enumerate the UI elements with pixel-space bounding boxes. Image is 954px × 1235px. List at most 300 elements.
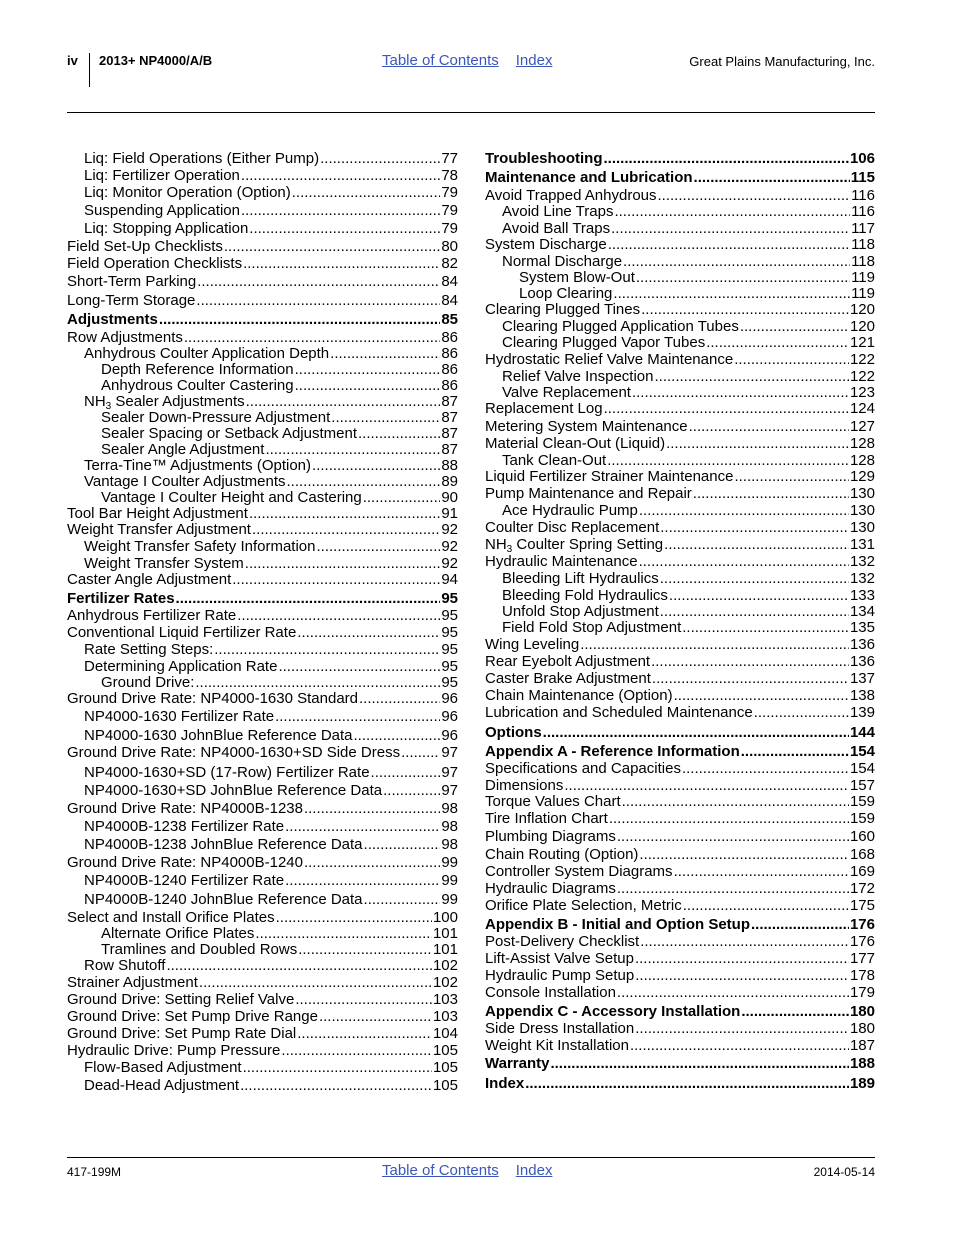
toc-entry[interactable] bbox=[67, 329, 458, 346]
toc-entry[interactable] bbox=[67, 641, 458, 658]
toc-dot-leader bbox=[246, 393, 441, 410]
toc-dot-leader bbox=[630, 1037, 849, 1054]
toc-entry[interactable] bbox=[67, 891, 458, 908]
footer-toc-link[interactable]: Table of Contents bbox=[382, 1162, 499, 1179]
toc-entry[interactable] bbox=[485, 150, 875, 167]
toc-entry[interactable] bbox=[67, 624, 458, 641]
toc-entry[interactable] bbox=[67, 184, 458, 201]
toc-entry[interactable] bbox=[67, 607, 458, 624]
toc-dot-leader bbox=[330, 345, 440, 362]
toc-entry-title: Relief Valve Inspection bbox=[502, 368, 654, 385]
toc-entry-page: 105 bbox=[432, 1042, 458, 1059]
toc-entry[interactable] bbox=[485, 253, 875, 270]
toc-entry-page: 106 bbox=[849, 150, 875, 167]
toc-entry-title: Material Clean-Out (Liquid) bbox=[485, 435, 666, 452]
toc-entry[interactable] bbox=[485, 950, 875, 967]
toc-dot-leader bbox=[364, 836, 441, 853]
toc-dot-leader bbox=[639, 502, 849, 519]
toc-dot-leader bbox=[241, 202, 440, 219]
toc-entry[interactable] bbox=[485, 777, 875, 794]
toc-entry[interactable] bbox=[67, 555, 458, 572]
toc-entry[interactable] bbox=[485, 863, 875, 880]
toc-entry-title: Ground Drive: bbox=[101, 674, 195, 691]
toc-dot-leader bbox=[275, 708, 440, 725]
toc-entry-title: Field Set-Up Checklists bbox=[67, 238, 223, 255]
toc-dot-leader bbox=[312, 457, 440, 474]
toc-dot-leader bbox=[243, 1059, 432, 1076]
toc-entry-page: 154 bbox=[849, 743, 875, 760]
toc-dot-leader bbox=[359, 690, 440, 707]
toc-entry-page: 105 bbox=[432, 1059, 458, 1076]
toc-entry-page: 86 bbox=[441, 377, 458, 394]
toc-entry[interactable] bbox=[485, 846, 875, 863]
toc-entry[interactable] bbox=[485, 933, 875, 950]
toc-dot-leader bbox=[243, 255, 440, 272]
page-number-label: iv bbox=[67, 53, 78, 68]
toc-entry-title: Hydraulic Diagrams bbox=[485, 880, 616, 897]
toc-entry-title: Vantage I Coulter Height and Castering bbox=[101, 489, 362, 506]
toc-entry[interactable] bbox=[485, 704, 875, 721]
toc-entry[interactable] bbox=[67, 473, 458, 490]
toc-dot-leader bbox=[694, 169, 850, 186]
toc-entry-title: Valve Replacement bbox=[502, 384, 631, 401]
toc-dot-leader bbox=[401, 744, 440, 761]
toc-entry-title: Terra-Tine™ Adjustments (Option) bbox=[84, 457, 312, 474]
toc-entry[interactable] bbox=[485, 670, 875, 687]
toc-dot-leader bbox=[295, 377, 441, 394]
toc-dot-leader bbox=[214, 641, 440, 658]
toc-entry-page: 178 bbox=[849, 967, 875, 984]
toc-entry[interactable] bbox=[67, 425, 458, 442]
toc-entry[interactable] bbox=[67, 658, 458, 675]
toc-entry-page: 132 bbox=[849, 570, 875, 587]
toc-entry-title: Long-Term Storage bbox=[67, 292, 196, 309]
toc-entry-page: 95 bbox=[441, 658, 458, 675]
toc-entry[interactable] bbox=[485, 603, 875, 620]
toc-entry-title: Chain Maintenance (Option) bbox=[485, 687, 673, 704]
toc-entry[interactable] bbox=[67, 974, 458, 991]
toc-entry-title: Normal Discharge bbox=[502, 253, 623, 270]
toc-entry[interactable] bbox=[485, 169, 875, 186]
footer-index-link[interactable]: Index bbox=[515, 1162, 553, 1179]
toc-entry-page: 96 bbox=[441, 727, 458, 744]
toc-entry-page: 79 bbox=[441, 184, 458, 201]
toc-dot-leader bbox=[358, 425, 440, 442]
toc-dot-leader bbox=[364, 891, 441, 908]
toc-entry-page: 96 bbox=[441, 708, 458, 725]
toc-entry-page: 136 bbox=[849, 653, 875, 670]
toc-dot-leader bbox=[683, 897, 849, 914]
toc-entry[interactable] bbox=[67, 800, 458, 817]
toc-entry[interactable] bbox=[485, 318, 875, 335]
toc-entry-title: Rear Eyebolt Adjustment bbox=[485, 653, 651, 670]
toc-entry-page: 157 bbox=[849, 777, 875, 794]
toc-entry-page: 86 bbox=[441, 361, 458, 378]
toc-entry-title: Unfold Stop Adjustment bbox=[502, 603, 659, 620]
toc-entry[interactable] bbox=[67, 690, 458, 707]
toc-entry[interactable] bbox=[67, 744, 458, 761]
toc-entry[interactable] bbox=[485, 810, 875, 827]
toc-entry-page: 87 bbox=[441, 425, 458, 442]
toc-entry[interactable] bbox=[67, 220, 458, 237]
toc-entry[interactable] bbox=[485, 687, 875, 704]
toc-dot-leader bbox=[608, 236, 850, 253]
toc-dot-leader bbox=[543, 724, 849, 741]
toc-dot-leader bbox=[693, 485, 849, 502]
toc-entry-page: 98 bbox=[441, 800, 458, 817]
footer-nav bbox=[382, 1162, 552, 1179]
toc-entry[interactable] bbox=[485, 452, 875, 469]
toc-entry[interactable] bbox=[67, 708, 458, 725]
toc-entry[interactable] bbox=[67, 957, 458, 974]
toc-dot-leader bbox=[297, 1025, 432, 1042]
toc-entry-page: 130 bbox=[849, 519, 875, 536]
toc-entry-page: 95 bbox=[441, 624, 458, 641]
toc-dot-leader bbox=[635, 1020, 849, 1037]
toc-entry-title: Caster Angle Adjustment bbox=[67, 571, 232, 588]
toc-dot-leader bbox=[317, 538, 441, 555]
toc-entry[interactable] bbox=[485, 793, 875, 810]
toc-dot-leader bbox=[249, 505, 440, 522]
toc-entry[interactable] bbox=[67, 202, 458, 219]
toc-entry-page: 189 bbox=[849, 1075, 875, 1092]
toc-entry[interactable] bbox=[485, 435, 875, 452]
toc-dot-leader bbox=[751, 916, 849, 933]
toc-entry-page: 100 bbox=[432, 909, 458, 926]
toc-entry[interactable] bbox=[485, 220, 875, 237]
toc-entry-title: Appendix A - Reference Information bbox=[485, 743, 740, 760]
toc-entry[interactable] bbox=[485, 1055, 875, 1072]
toc-entry-title: Liq: Stopping Application bbox=[84, 220, 249, 237]
toc-entry-title: Sealer Angle Adjustment bbox=[101, 441, 265, 458]
toc-dot-leader bbox=[623, 253, 850, 270]
toc-dot-leader bbox=[285, 872, 440, 889]
toc-entry-page: 131 bbox=[849, 536, 875, 553]
toc-entry-page: 127 bbox=[849, 418, 875, 435]
toc-entry[interactable] bbox=[485, 236, 875, 253]
toc-dot-leader bbox=[660, 570, 849, 587]
toc-entry-title: Coulter Disc Replacement bbox=[485, 519, 660, 536]
toc-entry-title: Conventional Liquid Fertilizer Rate bbox=[67, 624, 297, 641]
toc-entry-page: 94 bbox=[441, 571, 458, 588]
toc-entry-page: 172 bbox=[849, 880, 875, 897]
toc-entry[interactable] bbox=[67, 441, 458, 458]
toc-entry-title: Metering System Maintenance bbox=[485, 418, 688, 435]
toc-entry-page: 168 bbox=[849, 846, 875, 863]
toc-dot-leader bbox=[550, 1055, 849, 1072]
toc-dot-leader bbox=[319, 1008, 432, 1025]
toc-entry[interactable] bbox=[485, 485, 875, 502]
toc-entry[interactable] bbox=[485, 301, 875, 318]
toc-entry-page: 121 bbox=[849, 334, 875, 351]
toc-entry[interactable] bbox=[485, 351, 875, 368]
toc-entry-page: 95 bbox=[441, 674, 458, 691]
toc-entry-page: 95 bbox=[441, 641, 458, 658]
toc-entry-title: Console Installation bbox=[485, 984, 616, 1001]
toc-dot-leader bbox=[580, 636, 849, 653]
toc-entry[interactable] bbox=[67, 409, 458, 426]
toc-entry-page: 85 bbox=[441, 311, 458, 328]
toc-entry-title: Field Fold Stop Adjustment bbox=[502, 619, 682, 636]
toc-entry[interactable] bbox=[67, 674, 458, 691]
toc-dot-leader bbox=[734, 468, 849, 485]
toc-entry[interactable] bbox=[485, 384, 875, 401]
toc-entry-title: Hydraulic Drive: Pump Pressure bbox=[67, 1042, 281, 1059]
toc-entry[interactable] bbox=[67, 854, 458, 871]
toc-entry[interactable] bbox=[67, 345, 458, 362]
toc-entry-page: 124 bbox=[849, 400, 875, 417]
toc-dot-leader bbox=[666, 435, 849, 452]
toc-dot-leader bbox=[298, 941, 432, 958]
toc-entry-title: Ground Drive Rate: NP4000B-1238 bbox=[67, 800, 303, 817]
toc-entry[interactable] bbox=[67, 727, 458, 744]
toc-entry-title: Clearing Plugged Vapor Tubes bbox=[502, 334, 706, 351]
toc-entry-title: Index bbox=[485, 1075, 525, 1092]
toc-entry-page: 134 bbox=[849, 603, 875, 620]
toc-entry-title: Hydraulic Maintenance bbox=[485, 553, 638, 570]
toc-entry-page: 130 bbox=[849, 485, 875, 502]
toc-entry[interactable] bbox=[485, 743, 875, 760]
toc-dot-leader bbox=[635, 967, 849, 984]
toc-entry-title: Troubleshooting bbox=[485, 150, 603, 167]
toc-dot-leader bbox=[754, 704, 849, 721]
toc-entry-page: 176 bbox=[849, 933, 875, 950]
toc-entry-title: Bleeding Lift Hydraulics bbox=[502, 570, 659, 587]
toc-entry-page: 97 bbox=[441, 764, 458, 781]
toc-entry[interactable] bbox=[485, 1037, 875, 1054]
toc-entry[interactable] bbox=[485, 368, 875, 385]
toc-entry-title: Tool Bar Height Adjustment bbox=[67, 505, 248, 522]
toc-dot-leader bbox=[609, 810, 849, 827]
toc-entry-title: Ground Drive Rate: NP4000-1630+SD Side Dress bbox=[67, 744, 401, 761]
toc-entry[interactable] bbox=[67, 1025, 458, 1042]
toc-dot-leader bbox=[639, 553, 849, 570]
toc-entry[interactable] bbox=[67, 590, 458, 607]
toc-entry[interactable] bbox=[485, 619, 875, 636]
toc-entry[interactable] bbox=[67, 311, 458, 328]
toc-entry-title: Avoid Trapped Anhydrous bbox=[485, 187, 657, 204]
toc-dot-leader bbox=[617, 828, 849, 845]
toc-entry[interactable] bbox=[67, 941, 458, 958]
toc-entry[interactable] bbox=[67, 571, 458, 588]
toc-entry[interactable] bbox=[67, 1042, 458, 1059]
toc-entry[interactable] bbox=[67, 909, 458, 926]
toc-dot-leader bbox=[604, 400, 849, 417]
toc-entry-title: Lift-Assist Valve Setup bbox=[485, 950, 634, 967]
toc-entry-title: Maintenance and Lubrication bbox=[485, 169, 693, 186]
toc-entry[interactable] bbox=[485, 1020, 875, 1037]
toc-entry-page: 120 bbox=[849, 318, 875, 335]
toc-entry[interactable] bbox=[67, 1077, 458, 1094]
toc-dot-leader bbox=[660, 519, 849, 536]
toc-entry[interactable] bbox=[485, 587, 875, 604]
toc-entry[interactable] bbox=[485, 916, 875, 933]
toc-entry-page: 177 bbox=[849, 950, 875, 967]
toc-entry-title: Strainer Adjustment bbox=[67, 974, 198, 991]
toc-entry[interactable] bbox=[67, 238, 458, 255]
toc-entry-title: $NH_3$ Coulter Spring Setting bbox=[485, 536, 664, 555]
toc-entry[interactable] bbox=[67, 457, 458, 474]
toc-entry-title: Select and Install Orifice Plates bbox=[67, 909, 275, 926]
toc-entry[interactable] bbox=[485, 553, 875, 570]
toc-entry[interactable] bbox=[67, 505, 458, 522]
toc-entry[interactable] bbox=[485, 203, 875, 220]
toc-entry-title: NP4000B-1238 JohnBlue Reference Data bbox=[84, 836, 363, 853]
toc-entry[interactable] bbox=[485, 828, 875, 845]
toc-entry[interactable] bbox=[67, 361, 458, 378]
toc-entry[interactable] bbox=[67, 1059, 458, 1076]
toc-entry[interactable] bbox=[67, 991, 458, 1008]
toc-entry[interactable] bbox=[67, 818, 458, 835]
toc-entry-title: Liq: Fertilizer Operation bbox=[84, 167, 240, 184]
toc-dot-leader bbox=[651, 653, 849, 670]
toc-entry-page: 96 bbox=[441, 690, 458, 707]
toc-entry[interactable] bbox=[485, 269, 875, 286]
toc-entry-page: 180 bbox=[849, 1020, 875, 1037]
toc-entry[interactable] bbox=[485, 334, 875, 351]
toc-dot-leader bbox=[252, 521, 440, 538]
toc-entry-title: Field Operation Checklists bbox=[67, 255, 243, 272]
toc-entry-title: Tire Inflation Chart bbox=[485, 810, 608, 827]
toc-dot-leader bbox=[641, 301, 849, 318]
toc-entry-page: 137 bbox=[849, 670, 875, 687]
toc-entry-title: Dead-Head Adjustment bbox=[84, 1077, 240, 1094]
toc-entry[interactable] bbox=[67, 150, 458, 167]
toc-entry-title: Clearing Plugged Application Tubes bbox=[502, 318, 739, 335]
toc-entry[interactable] bbox=[485, 285, 875, 302]
toc-entry-title: Anhydrous Coulter Castering bbox=[101, 377, 294, 394]
toc-entry-page: 91 bbox=[441, 505, 458, 522]
toc-entry[interactable] bbox=[485, 760, 875, 777]
toc-dot-leader bbox=[564, 777, 849, 794]
toc-entry[interactable] bbox=[485, 418, 875, 435]
toc-entry-title: Flow-Based Adjustment bbox=[84, 1059, 242, 1076]
toc-dot-leader bbox=[689, 418, 849, 435]
toc-entry[interactable] bbox=[67, 764, 458, 781]
toc-dot-leader bbox=[363, 489, 441, 506]
toc-entry[interactable] bbox=[67, 393, 458, 410]
toc-entry-title: $NH_3$ Sealer Adjustments bbox=[84, 393, 245, 412]
header-index-link[interactable]: Index bbox=[515, 52, 553, 69]
toc-entry[interactable] bbox=[485, 502, 875, 519]
toc-entry[interactable] bbox=[67, 273, 458, 290]
toc-entry[interactable] bbox=[67, 489, 458, 506]
toc-entry-title: Weight Transfer Safety Information bbox=[84, 538, 316, 555]
toc-entry[interactable] bbox=[67, 872, 458, 889]
toc-entry-title: Lubrication and Scheduled Maintenance bbox=[485, 704, 753, 721]
toc-entry[interactable] bbox=[485, 519, 875, 536]
toc-entry[interactable] bbox=[485, 636, 875, 653]
toc-dot-leader bbox=[734, 351, 849, 368]
toc-entry[interactable] bbox=[485, 468, 875, 485]
toc-entry-page: 116 bbox=[851, 203, 875, 220]
toc-dot-leader bbox=[614, 203, 850, 220]
toc-entry-page: 135 bbox=[849, 619, 875, 636]
toc-entry[interactable] bbox=[485, 984, 875, 1001]
toc-entry-page: 169 bbox=[849, 863, 875, 880]
toc-entry-page: 176 bbox=[849, 916, 875, 933]
toc-entry[interactable] bbox=[67, 836, 458, 853]
toc-entry[interactable] bbox=[485, 570, 875, 587]
header-toc-link[interactable]: Table of Contents bbox=[382, 52, 499, 69]
toc-entry-page: 128 bbox=[849, 452, 875, 469]
toc-entry-title: NP4000-1630+SD JohnBlue Reference Data bbox=[84, 782, 383, 799]
toc-entry-title: Dimensions bbox=[485, 777, 564, 794]
toc-entry-page: 80 bbox=[441, 238, 458, 255]
toc-entry-page: 104 bbox=[432, 1025, 458, 1042]
toc-entry[interactable] bbox=[67, 292, 458, 309]
toc-dot-leader bbox=[613, 285, 850, 302]
toc-entry-title: Ace Hydraulic Pump bbox=[502, 502, 638, 519]
document-title: 2013+ NP4000/A/B bbox=[99, 53, 213, 68]
toc-entry-title: Liquid Fertilizer Strainer Maintenance bbox=[485, 468, 734, 485]
toc-entry-page: 179 bbox=[849, 984, 875, 1001]
toc-entry-title: Ground Drive Rate: NP4000B-1240 bbox=[67, 854, 303, 871]
toc-entry[interactable] bbox=[485, 536, 875, 553]
toc-entry[interactable] bbox=[485, 1003, 875, 1020]
toc-entry[interactable] bbox=[485, 1075, 875, 1092]
toc-entry[interactable] bbox=[67, 1008, 458, 1025]
toc-entry-title: NP4000B-1240 JohnBlue Reference Data bbox=[84, 891, 363, 908]
toc-entry[interactable] bbox=[485, 653, 875, 670]
toc-entry[interactable] bbox=[485, 967, 875, 984]
toc-entry-page: 92 bbox=[441, 555, 458, 572]
toc-entry[interactable] bbox=[67, 377, 458, 394]
toc-entry-title: Orifice Plate Selection, Metric bbox=[485, 897, 682, 914]
toc-entry-page: 138 bbox=[849, 687, 875, 704]
toc-entry[interactable] bbox=[67, 925, 458, 942]
toc-entry[interactable] bbox=[67, 521, 458, 538]
toc-dot-leader bbox=[617, 880, 849, 897]
toc-dot-leader bbox=[281, 1042, 432, 1059]
toc-entry-page: 98 bbox=[441, 836, 458, 853]
toc-entry-title: Liq: Field Operations (Either Pump) bbox=[84, 150, 320, 167]
toc-entry-page: 188 bbox=[849, 1055, 875, 1072]
toc-entry[interactable] bbox=[67, 255, 458, 272]
toc-entry[interactable] bbox=[67, 538, 458, 555]
toc-dot-leader bbox=[632, 384, 849, 401]
toc-entry[interactable] bbox=[67, 782, 458, 799]
toc-entry-page: 122 bbox=[849, 351, 875, 368]
toc-dot-leader bbox=[652, 670, 849, 687]
toc-dot-leader bbox=[622, 793, 849, 810]
toc-entry-title: Rate Setting Steps: bbox=[84, 641, 214, 658]
toc-entry-page: 95 bbox=[441, 607, 458, 624]
toc-entry-title: Anhydrous Coulter Application Depth bbox=[84, 345, 330, 362]
toc-entry-page: 95 bbox=[441, 590, 458, 607]
toc-entry-page: 103 bbox=[432, 991, 458, 1008]
toc-entry-page: 118 bbox=[851, 253, 875, 270]
toc-entry-page: 102 bbox=[432, 957, 458, 974]
toc-entry-page: 87 bbox=[441, 409, 458, 426]
toc-entry-title: Sealer Down-Pressure Adjustment bbox=[101, 409, 331, 426]
header-divider bbox=[89, 53, 90, 87]
toc-entry[interactable] bbox=[485, 897, 875, 914]
toc-entry-title: Appendix B - Initial and Option Setup bbox=[485, 916, 750, 933]
toc-entry[interactable] bbox=[485, 880, 875, 897]
toc-entry-title: Options bbox=[485, 724, 542, 741]
toc-entry[interactable] bbox=[67, 167, 458, 184]
toc-dot-leader bbox=[604, 150, 849, 167]
toc-entry[interactable] bbox=[485, 724, 875, 741]
toc-dot-leader bbox=[611, 220, 850, 237]
toc-entry-title: Specifications and Capacities bbox=[485, 760, 681, 777]
toc-entry-page: 129 bbox=[849, 468, 875, 485]
toc-entry-page: 119 bbox=[851, 285, 875, 302]
toc-entry[interactable] bbox=[485, 187, 875, 204]
toc-entry-title: Tramlines and Doubled Rows bbox=[101, 941, 298, 958]
toc-entry[interactable] bbox=[485, 400, 875, 417]
